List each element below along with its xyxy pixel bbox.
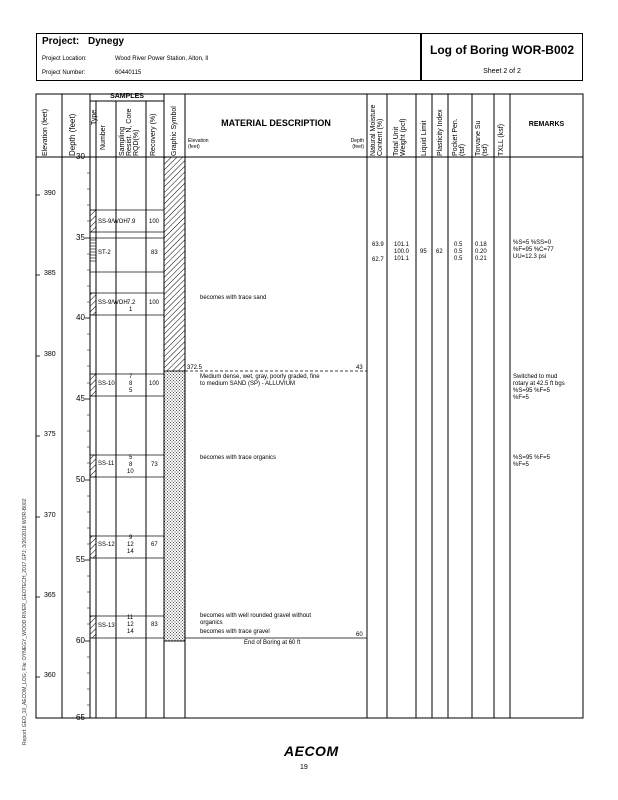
- depth-tick-label: 60: [76, 636, 85, 645]
- pocket-pen-value: 0.5: [454, 242, 463, 248]
- project-label: Project:: [42, 36, 80, 47]
- elevation-tick-label: 390: [44, 190, 56, 197]
- elevation-tick-label: 385: [44, 270, 56, 277]
- depth-tick-label: 50: [76, 475, 85, 484]
- sample-recovery: 67: [151, 542, 158, 548]
- project-name: Dynegy: [88, 36, 125, 47]
- elevation-tick-label: 380: [44, 351, 56, 358]
- sample-blows: 8: [129, 381, 133, 387]
- sample-blows: 1: [129, 307, 133, 313]
- stratum-depth: 43: [356, 365, 363, 371]
- liquid-limit-value: 95: [420, 249, 427, 255]
- col-moisture: Natural Moisture Content (%): [370, 104, 384, 156]
- moisture-value: 62.7: [372, 257, 384, 263]
- end-of-boring: End of Boring at 60 ft: [244, 640, 301, 646]
- stratum-depth: 60: [356, 632, 363, 638]
- description-line: becomes with well rounded gravel without: [200, 613, 312, 619]
- stratum-elevation: 372.5: [187, 365, 203, 371]
- col-elevation: Elevation (feet): [42, 108, 49, 156]
- number-label: Project Number:: [42, 70, 86, 76]
- sample-blows: 9: [129, 535, 133, 541]
- description-line: to medium SAND (SP) - ALLUVIUM: [200, 381, 296, 387]
- elevation-tick-label: 375: [44, 431, 56, 438]
- sample-blows: 7.9: [127, 219, 136, 225]
- unit-weight-value: 100.0: [394, 249, 410, 255]
- description-line: organics: [200, 620, 223, 626]
- moisture-value: 63.9: [372, 242, 384, 248]
- remark-line: Switched to mud: [513, 374, 558, 380]
- sample-recovery: 100: [149, 219, 160, 225]
- col-plasticity: Plasticity Index: [437, 109, 444, 156]
- unit-weight-value: 101.1: [394, 256, 410, 262]
- col-depth-note: Depth (feet): [350, 138, 364, 150]
- page-number: 19: [300, 764, 308, 771]
- col-pocket-pen: Pocket Pen. (tsf): [452, 118, 466, 156]
- sample-id: ST-2: [98, 250, 111, 256]
- pocket-pen-value: 0.5: [454, 256, 463, 262]
- remark-line: %F=5: [513, 395, 529, 401]
- sample-recovery: 100: [149, 381, 160, 387]
- sample-recovery: 73: [151, 462, 158, 468]
- number-value: 60440115: [115, 70, 142, 76]
- col-sampling: Sampling Resist. N, Core RQD(%): [119, 108, 140, 156]
- depth-tick-label: 35: [76, 233, 85, 242]
- sample-recovery: 100: [149, 300, 160, 306]
- depth-tick-label: 65: [76, 713, 85, 722]
- sample-id: SS-9/WOH: [98, 300, 128, 306]
- elevation-tick-label: 365: [44, 592, 56, 599]
- sample-blows: 7.2: [127, 300, 136, 306]
- col-material: MATERIAL DESCRIPTION: [221, 118, 331, 128]
- location-label: Project Location:: [42, 56, 87, 62]
- depth-tick-label: 55: [76, 555, 85, 564]
- sample-recovery: 83: [151, 250, 158, 256]
- sample-blows: 8: [129, 462, 133, 468]
- remark-line: UU=12.3 psi: [513, 254, 547, 260]
- sheet-number: Sheet 2 of 2: [483, 68, 521, 75]
- location-value: Wood River Power Station, Alton, Il: [115, 56, 209, 62]
- elevation-tick-label: 370: [44, 512, 56, 519]
- aecom-logo: AECOM: [284, 743, 339, 759]
- col-elev-note: Elevation (feet): [188, 138, 209, 150]
- torvane-value: 0.18: [475, 242, 487, 248]
- pocket-pen-value: 0.5: [454, 249, 463, 255]
- sample-blows: 7: [129, 374, 133, 380]
- description-line: becomes with trace gravel: [200, 629, 270, 635]
- sample-blows: 11: [127, 615, 134, 621]
- sample-blows: 14: [127, 629, 134, 635]
- sample-blows: 12: [127, 622, 134, 628]
- torvane-value: 0.21: [475, 256, 487, 262]
- col-remarks: REMARKS: [528, 121, 565, 128]
- depth-tick-label: 40: [76, 313, 85, 322]
- depth-tick-label: 30: [76, 152, 85, 161]
- sample-id: SS-10: [98, 381, 115, 387]
- remark-line: %F=95 %C=77: [513, 247, 554, 253]
- col-txll: TXLL (ksf): [498, 123, 505, 156]
- torvane-value: 0.20: [475, 249, 487, 255]
- plasticity-value: 62: [436, 249, 443, 255]
- remark-line: %S=95 %F=5: [513, 388, 551, 394]
- depth-tick-label: 45: [76, 394, 85, 403]
- col-liquid-limit: Liquid Limit: [421, 120, 428, 156]
- sample-id: SS-11: [98, 461, 115, 467]
- description-line: becomes with trace sand: [200, 295, 267, 301]
- col-graphic: Graphic Symbol: [171, 106, 178, 156]
- sample-blows: 10: [127, 469, 134, 475]
- remark-line: %S=95 %F=5: [513, 455, 551, 461]
- remark-line: %F=5: [513, 462, 529, 468]
- remark-line: %S=5 %SS=0: [513, 240, 552, 246]
- sample-blows: 5: [129, 455, 133, 461]
- sample-blows: 14: [127, 549, 134, 555]
- sample-id: SS-9/WOH: [98, 219, 128, 225]
- col-unit-weight: Total Unit Weight (pcf): [393, 118, 407, 156]
- sample-id: SS-13: [98, 623, 115, 629]
- col-recovery: Recovery (%): [150, 113, 157, 156]
- sample-blows: 5: [129, 388, 133, 394]
- sample-recovery: 83: [151, 622, 158, 628]
- description-line: Medium dense, wet, gray, poorly graded, fine: [200, 374, 320, 380]
- col-type: Type: [91, 109, 98, 125]
- sample-blows: 12: [127, 542, 134, 548]
- col-number: Number: [100, 125, 107, 150]
- col-torvane: Torvane Su (tsf): [475, 120, 489, 156]
- remark-line: rotary at 42.5 ft bgs: [513, 381, 565, 387]
- description-line: becomes with trace organics: [200, 455, 277, 461]
- unit-weight-value: 101.1: [394, 242, 410, 248]
- col-samples-group: SAMPLES: [110, 93, 144, 100]
- col-depth: Depth (feet): [68, 113, 77, 156]
- log-title: Log of Boring WOR-B002: [430, 43, 574, 57]
- elevation-tick-label: 360: [44, 672, 56, 679]
- sample-id: SS-12: [98, 542, 115, 548]
- report-side-note: Report: GEO_10_AECOM_LOG; File: DYNEGY_WOOD RIVER_GEOTECH_2017.GPJ; 3/26/2018 WOR-B002: [22, 498, 28, 745]
